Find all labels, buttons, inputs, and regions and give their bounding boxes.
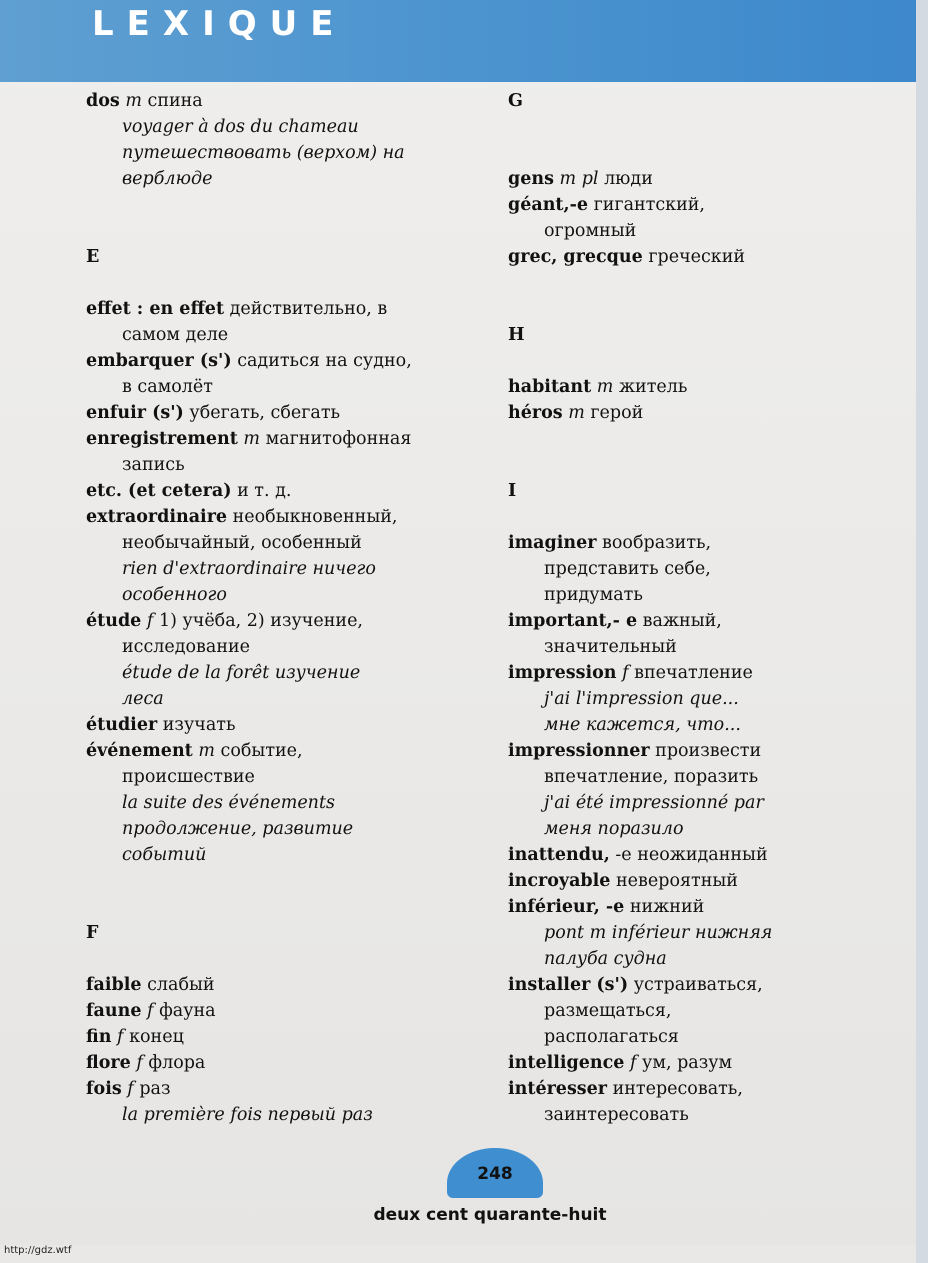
translation-text: 1) учёба, 2) изучение, — [153, 611, 363, 631]
dictionary-line — [508, 608, 908, 634]
headword: intéresser — [508, 1079, 608, 1099]
translation-text: садиться на судно, — [231, 351, 412, 371]
translation-text: устраиваться, — [628, 975, 763, 995]
grammar-mark: f — [127, 1079, 134, 1099]
blank-line — [86, 894, 486, 920]
translation-text: раз — [133, 1079, 171, 1099]
translation-text: в самолёт — [122, 377, 213, 397]
blank-line — [508, 452, 908, 478]
dictionary-line — [508, 244, 908, 270]
section-letter — [86, 244, 486, 270]
headword: installer (s') — [508, 975, 629, 995]
dictionary-line — [508, 712, 908, 738]
dictionary-line — [86, 114, 486, 140]
dictionary-line — [86, 348, 486, 374]
headword: intelligence — [508, 1053, 625, 1073]
translation-text: изучать — [157, 715, 236, 735]
dictionary-line — [508, 218, 908, 244]
translation-text: слабый — [141, 975, 215, 995]
dictionary-line — [86, 764, 486, 790]
page-number-words: deux cent quarante-huit — [373, 1205, 607, 1225]
example-text: особенного — [122, 585, 227, 605]
dictionary-line — [508, 946, 908, 972]
grammar-mark: m — [198, 741, 215, 761]
dictionary-line — [508, 1024, 908, 1050]
dictionary-line — [508, 582, 908, 608]
translation-text: необыкновенный, — [227, 507, 398, 527]
headword: impressionner — [508, 741, 650, 761]
translation-text: самом деле — [122, 325, 229, 345]
grammar-mark: m — [596, 377, 614, 397]
translation-text: греческий — [642, 247, 746, 267]
example-text: палуба судна — [544, 949, 667, 969]
dictionary-line — [508, 166, 908, 192]
translation-text: произвести — [649, 741, 762, 761]
letter-heading: I — [508, 481, 517, 501]
dictionary-line — [508, 660, 908, 686]
translation-text: необычайный, особенный — [122, 533, 362, 553]
page-title: LEXIQUE — [92, 4, 347, 44]
dictionary-line — [508, 894, 908, 920]
blank-line — [508, 426, 908, 452]
dictionary-line — [508, 556, 908, 582]
dictionary-line — [508, 972, 908, 998]
translation-text: гигантский, — [588, 195, 705, 215]
translation-text: флора — [142, 1053, 206, 1073]
grammar-mark: f — [136, 1053, 143, 1073]
dictionary-line — [508, 1076, 908, 1102]
grammar-mark: f — [147, 1001, 154, 1021]
translation-text: происшествие — [122, 767, 255, 787]
translation-text: и т. д. — [231, 481, 292, 501]
dictionary-line — [86, 166, 486, 192]
dictionary-line — [86, 452, 486, 478]
example-text: étude de la forêt изучение — [122, 663, 361, 683]
headword: dos — [86, 91, 120, 111]
headword: etc. (et cetera) — [86, 481, 232, 501]
dictionary-line — [86, 426, 486, 452]
dictionary-line — [86, 998, 486, 1024]
example-text: la première fois первый раз — [122, 1105, 373, 1125]
headword: effet : en effet — [86, 299, 225, 319]
headword: impression — [508, 663, 617, 683]
translation-text: действительно, в — [224, 299, 388, 319]
dictionary-line — [86, 1076, 486, 1102]
dictionary-line — [86, 660, 486, 686]
blank-line — [86, 270, 486, 296]
translation-text: значительный — [544, 637, 677, 657]
blank-line — [86, 946, 486, 972]
headword: grec, grecque — [508, 247, 643, 267]
page-number: 248 — [477, 1164, 513, 1184]
example-text: rien d'extraordinaire ничего — [122, 559, 376, 579]
page-edge — [916, 0, 928, 1263]
dictionary-line — [508, 374, 908, 400]
right-column — [508, 88, 908, 1128]
translation-text: впечатление — [628, 663, 753, 683]
translation-text: житель — [613, 377, 688, 397]
left-column — [86, 88, 486, 1128]
dictionary-line — [86, 556, 486, 582]
example-text: путешествовать (верхом) на — [122, 143, 405, 163]
dictionary-line — [86, 504, 486, 530]
dictionary-line — [508, 1050, 908, 1076]
translation-text: запись — [122, 455, 185, 475]
headword: événement — [86, 741, 193, 761]
headword: enfuir (s') — [86, 403, 184, 423]
headword: gens — [508, 169, 554, 189]
translation-text: придумать — [544, 585, 643, 605]
headword: géant,-e — [508, 195, 589, 215]
blank-line — [508, 504, 908, 530]
headword: extraordinaire — [86, 507, 228, 527]
dictionary-line — [508, 816, 908, 842]
blank-line — [86, 192, 486, 218]
headword: faible — [86, 975, 142, 995]
translation-text: невероятный — [610, 871, 738, 891]
dictionary-line — [86, 88, 486, 114]
headword: incroyable — [508, 871, 611, 891]
dictionary-line — [508, 738, 908, 764]
dictionary-line — [86, 1024, 486, 1050]
dictionary-line — [508, 634, 908, 660]
example-text: voyager à dos du chameau — [122, 117, 359, 137]
grammar-mark: m pl — [559, 169, 599, 189]
example-text: событий — [122, 845, 207, 865]
headword: imaginer — [508, 533, 597, 553]
dictionary-line — [86, 1050, 486, 1076]
grammar-mark: f — [630, 1053, 637, 1073]
dictionary-line — [86, 738, 486, 764]
dictionary-line — [508, 998, 908, 1024]
dictionary-line — [86, 530, 486, 556]
dictionary-line — [86, 972, 486, 998]
translation-text: представить себе, — [544, 559, 711, 579]
headword: étudier — [86, 715, 158, 735]
headword: étude — [86, 611, 142, 631]
section-letter — [508, 478, 908, 504]
dictionary-line — [508, 192, 908, 218]
headword: embarquer (s') — [86, 351, 232, 371]
letter-heading: F — [86, 923, 99, 943]
letter-heading: G — [508, 91, 523, 111]
dictionary-line — [508, 868, 908, 894]
dictionary-line — [508, 686, 908, 712]
dictionary-line — [86, 296, 486, 322]
dictionary-line — [86, 608, 486, 634]
translation-text: важный, — [637, 611, 722, 631]
dictionary-line — [508, 530, 908, 556]
headword: faune — [86, 1001, 142, 1021]
blank-line — [508, 114, 908, 140]
dictionary-line — [86, 790, 486, 816]
dictionary-line — [86, 842, 486, 868]
translation-text: -е неожиданный — [609, 845, 768, 865]
translation-text: вообразить, — [596, 533, 712, 553]
example-text: продолжение, развитие — [122, 819, 354, 839]
translation-text: интересовать, — [607, 1079, 743, 1099]
headword: flore — [86, 1053, 131, 1073]
dictionary-line — [86, 478, 486, 504]
dictionary-line — [508, 764, 908, 790]
dictionary-line — [86, 1102, 486, 1128]
translation-text: заинтересовать — [544, 1105, 689, 1125]
example-text: la suite des événements — [122, 793, 335, 813]
dictionary-line — [508, 400, 908, 426]
translation-text: нижний — [624, 897, 705, 917]
dictionary-line — [86, 374, 486, 400]
grammar-mark: m — [568, 403, 585, 423]
blank-line — [508, 348, 908, 374]
translation-text: убегать, сбегать — [183, 403, 341, 423]
translation-text: ум, разум — [636, 1053, 733, 1073]
blank-line — [86, 868, 486, 894]
section-letter — [508, 88, 908, 114]
section-letter — [86, 920, 486, 946]
dictionary-line — [508, 920, 908, 946]
blank-line — [508, 296, 908, 322]
dictionary-line — [86, 322, 486, 348]
grammar-mark: f — [622, 663, 629, 683]
example-text: мне кажется, что... — [544, 715, 741, 735]
dictionary-line — [508, 790, 908, 816]
blank-line — [86, 218, 486, 244]
dictionary-line — [86, 400, 486, 426]
blank-line — [508, 270, 908, 296]
example-text: меня поразило — [544, 819, 684, 839]
translation-text: спина — [141, 91, 203, 111]
source-watermark: http://gdz.wtf — [4, 1245, 72, 1256]
headword: héros — [508, 403, 563, 423]
dictionary-line — [86, 634, 486, 660]
example-text: j'ai l'impression que... — [544, 689, 739, 709]
translation-text: располагаться — [544, 1027, 679, 1047]
dictionary-line — [508, 1102, 908, 1128]
headword: fois — [86, 1079, 122, 1099]
dictionary-line — [86, 582, 486, 608]
dictionary-line — [86, 140, 486, 166]
translation-text: событие, — [214, 741, 303, 761]
blank-line — [508, 140, 908, 166]
example-text: j'ai été impressionné par — [544, 793, 764, 813]
headword: habitant — [508, 377, 592, 397]
translation-text: исследование — [122, 637, 251, 657]
translation-text: магнитофонная — [260, 429, 412, 449]
headword: fin — [86, 1027, 112, 1047]
translation-text: размещаться, — [544, 1001, 672, 1021]
grammar-mark: m — [125, 91, 142, 111]
dictionary-line — [86, 686, 486, 712]
section-letter — [508, 322, 908, 348]
dictionary-line — [508, 842, 908, 868]
translation-text: люди — [598, 169, 653, 189]
headword: inattendu, — [508, 845, 610, 865]
lexique-header — [0, 0, 922, 82]
translation-text: впечатление, поразить — [544, 767, 759, 787]
grammar-mark: m — [243, 429, 261, 449]
translation-text: фауна — [153, 1001, 216, 1021]
translation-text: огромный — [544, 221, 637, 241]
grammar-mark: f — [117, 1027, 124, 1047]
dictionary-line — [86, 712, 486, 738]
letter-heading: E — [86, 247, 100, 267]
example-text: верблюде — [122, 169, 213, 189]
dictionary-line — [86, 816, 486, 842]
example-text: леса — [122, 689, 164, 709]
translation-text: герой — [584, 403, 644, 423]
headword: important,- e — [508, 611, 638, 631]
headword: inférieur, -e — [508, 897, 625, 917]
translation-text: конец — [123, 1027, 184, 1047]
grammar-mark: f — [146, 611, 154, 631]
headword: enregistrement — [86, 429, 238, 449]
letter-heading: H — [508, 325, 525, 345]
example-text: pont m inférieur нижняя — [544, 923, 773, 943]
